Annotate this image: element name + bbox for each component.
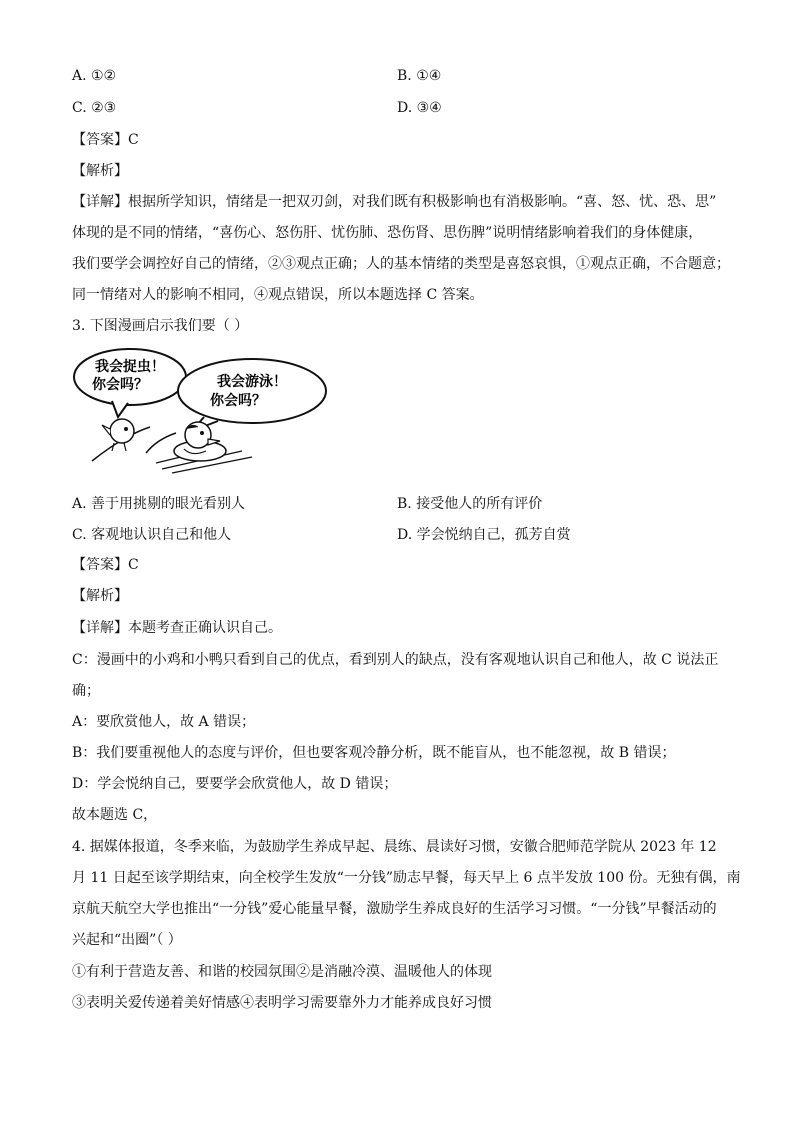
q3-option-a: A. 善于用挑剔的眼光看别人 xyxy=(72,496,246,512)
q4-item-line: ③表明关爱传递着美好情感④表明学习需要靠外力才能养成良好习惯 xyxy=(72,995,492,1011)
q2-detail-line: 体现的是不同的情绪，“喜伤心、怒伤肝、忧伤肺、恐伤肾、思伤脾”说明情绪影响着我们的身体健康， xyxy=(72,225,703,241)
q3-option-d: D. 学会悦纳自己，孤芳自赏 xyxy=(397,527,571,543)
bubble-right-line-1: 我会游泳！ xyxy=(217,374,287,390)
speech-bubble-left-tail xyxy=(112,401,128,417)
cartoon-image xyxy=(72,345,412,475)
q2-detail-line: 【详解】根据所学知识，情绪是一把双刃剑，对我们既有积极影响也有消极影响。“喜、怒、忧、恐、思” xyxy=(72,194,717,210)
q2-detail-line: 我们要学会调控好自己的情绪，②③观点正确；人的基本情绪的类型是喜怒哀惧，①观点正确，不合题意； xyxy=(72,256,730,272)
q2-detail-line: 同一情绪对人的影响不相同，④观点错误，所以本题选择 C 答案。 xyxy=(72,287,484,303)
q4-stem-line: 兴起和“出圈”（ ） xyxy=(72,932,182,948)
q3-answer: 【答案】C xyxy=(72,557,139,573)
bubble-right-line-2: 你会吗？ xyxy=(210,393,266,409)
q2-option-a: A. ①② xyxy=(72,68,117,84)
q3-stem: 3. 下图漫画启示我们要（ ） xyxy=(72,318,249,334)
bubble-left-line-2: 你会吗？ xyxy=(92,377,148,393)
ground-line xyxy=(146,433,176,453)
speech-bubble-right xyxy=(178,359,326,423)
q3-option-b: B. 接受他人的所有评价 xyxy=(397,496,543,512)
q3-analysis-label: 【解析】 xyxy=(72,588,128,604)
q4-stem-line: 4. 据媒体报道，冬季来临，为鼓励学生养成早起、晨练、晨读好习惯，安徽合肥师范学院从 2023 年 12 xyxy=(72,839,717,855)
q4-stem-line: 京航天航空大学也推出“一分钱”爱心能量早餐，激励学生养成良好的生活学习习惯。“一分钱”早餐活动的 xyxy=(72,901,717,917)
chick-figure xyxy=(102,419,134,451)
q2-option-c: C. ②③ xyxy=(72,100,117,116)
q4-item-line: ①有利于营造友善、和谐的校园氛围②是消融冷漠、温暖他人的体现 xyxy=(72,964,492,980)
bubble-left-line-1: 我会捉虫！ xyxy=(95,359,165,375)
q2-analysis-label: 【解析】 xyxy=(72,163,128,179)
q3-detail-line: 确； xyxy=(72,683,100,699)
q3-detail-line: B：我们要重视他人的态度与评价，但也要客观冷静分析，既不能盲从，也不能忽视，故 B 错误； xyxy=(72,745,676,761)
duck-figure xyxy=(174,422,226,461)
q3-detail-line: 【详解】本题考查正确认识自己。 xyxy=(72,620,282,636)
q3-option-c: C. 客观地认识自己和他人 xyxy=(72,527,232,543)
q2-option-b: B. ①④ xyxy=(397,68,442,84)
q3-detail-line: 故本题选 C， xyxy=(72,807,158,823)
q3-detail-line: C：漫画中的小鸡和小鸭只看到自己的优点，看到别人的缺点，没有客观地认识自己和他人，故 C 说法正 xyxy=(72,652,719,668)
q2-answer: 【答案】C xyxy=(72,132,139,148)
q3-detail-line: A：要欣赏他人，故 A 错误； xyxy=(72,714,256,730)
cartoon-drawing xyxy=(72,345,412,475)
q2-option-d: D. ③④ xyxy=(397,100,442,116)
q4-stem-line: 月 11 日起至该学期结束，向全校学生发放“一分钱”励志早餐，每天早上 6 点半发放 100 份。无独有偶，南 xyxy=(72,870,741,886)
q3-detail-line: D：学会悦纳自己，要要学会欣赏他人，故 D 错误； xyxy=(72,776,398,792)
